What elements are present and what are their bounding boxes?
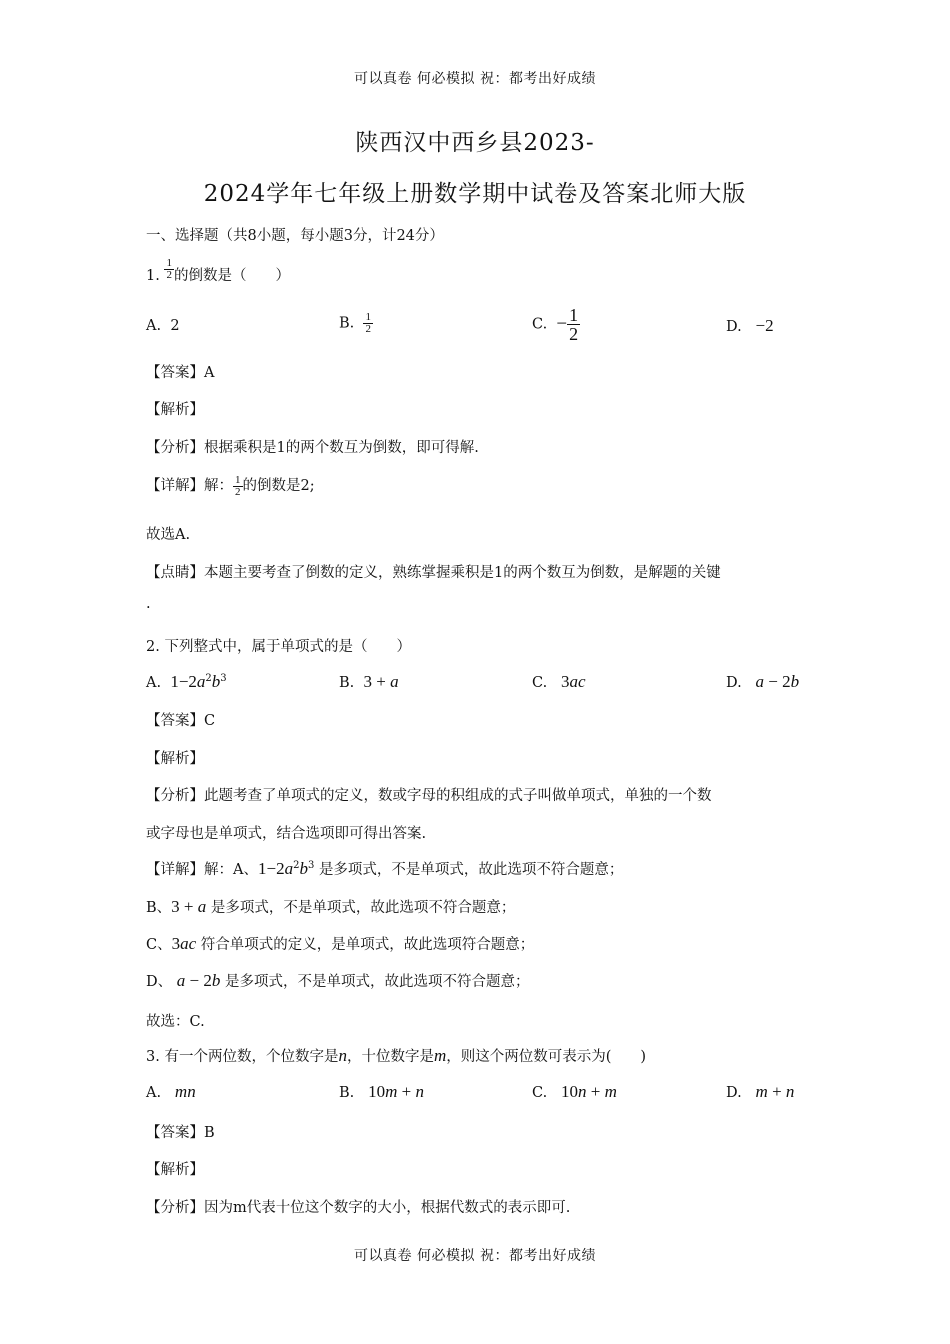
q1-option-c: C. − $\frac{1}{2}$ (532, 305, 579, 344)
q1-dianjing-end: . (146, 596, 151, 612)
q1-dianjing: 【点睛】本题主要考查了倒数的定义，熟练掌握乘积是1的两个数互为倒数，是解题的关键 (146, 565, 721, 581)
page-footer: 可以真卷 何必模拟 祝：都考出好成绩 (354, 1248, 596, 1264)
question-number: 1. (146, 268, 160, 284)
q3-option-a: A. mn (146, 1082, 196, 1101)
page-header: 可以真卷 何必模拟 祝：都考出好成绩 (354, 71, 596, 87)
q2-option-b: B. 3 + a (339, 672, 399, 691)
q2-option-c: C. 3ac (532, 672, 586, 691)
q2-guxuan: 故选：C. (146, 1014, 205, 1030)
q1-fenxi: 【分析】根据乘积是1的两个数互为倒数，即可得解. (146, 440, 479, 456)
title-line-2: 2024学年七年级上册数学期中试卷及答案北师大版 (203, 181, 747, 207)
q3-option-b: B. 10m + n (339, 1082, 424, 1101)
fraction: $\frac{1}{2}$ (365, 311, 371, 335)
q3-answer: 【答案】B (146, 1125, 215, 1141)
fraction: $\frac{1}{2}$ (235, 473, 241, 498)
q3-fenxi: 【分析】因为m代表十位这个数字的大小，根据代数式的表示即可. (146, 1200, 571, 1216)
q2-answer: 【答案】C (146, 713, 216, 729)
section-heading: 一、选择题（共8小题，每小题3分，计24分） (146, 228, 444, 244)
q1-guxuan: 故选A. (146, 527, 191, 543)
question-1-stem (146, 258, 290, 285)
q1-option-a: A. 2 (146, 318, 180, 334)
question-text: 的倒数是（ ） (173, 268, 290, 284)
q1-xiangjie: 【详解】解： $\frac{1}{2}$ 的倒数是2; (146, 473, 315, 498)
q2-xiangjie-d: D、 a − 2b 是多项式，不是单项式，故此选项不符合题意； (146, 971, 530, 990)
q2-option-a: A. $1-2a^2b^3$ (146, 672, 227, 691)
q3-option-d: D. m + n (726, 1082, 795, 1101)
q2-analysis-label: 【解析】 (146, 751, 204, 767)
fraction: $\frac{1}{2}$ (569, 305, 579, 344)
q2-fenxi-1: 【分析】此题考查了单项式的定义，数或字母的积组成的式子叫做单项式，单独的一个数 (146, 788, 712, 804)
question-3-stem: 3. 有一个两位数，个位数字是n，十位数字是m，则这个两位数可表示为( ) (146, 1046, 647, 1065)
q2-xiangjie-b: B、3 + a 是多项式，不是单项式，故此选项不符合题意； (146, 897, 516, 916)
q1-option-d: D. −2 (726, 316, 774, 335)
q2-xiangjie-c: C、3ac 符合单项式的定义，是单项式，故此选项符合题意； (146, 934, 535, 953)
q1-option-b: B. $\frac{1}{2}$ (339, 311, 371, 335)
q1-analysis-label: 【解析】 (146, 402, 204, 418)
q3-option-c: C. 10n + m (532, 1082, 617, 1101)
q2-option-d: D. a − 2b (726, 672, 800, 691)
question-2-stem: 2. 下列整式中，属于单项式的是（ ） (146, 639, 411, 655)
q2-fenxi-2: 或字母也是单项式，结合选项即可得出答案. (146, 826, 427, 842)
title-line-1: 陕西汉中西乡县2023- (355, 130, 595, 156)
q2-xiangjie-a: 【详解】解：A、$1-2a^2b^3$ 是多项式，不是单项式，故此选项不符合题意； (146, 859, 624, 878)
q1-answer: 【答案】A (146, 365, 215, 381)
fraction: $\frac{1}{2}$ (166, 257, 172, 281)
q3-analysis-label: 【解析】 (146, 1162, 204, 1178)
